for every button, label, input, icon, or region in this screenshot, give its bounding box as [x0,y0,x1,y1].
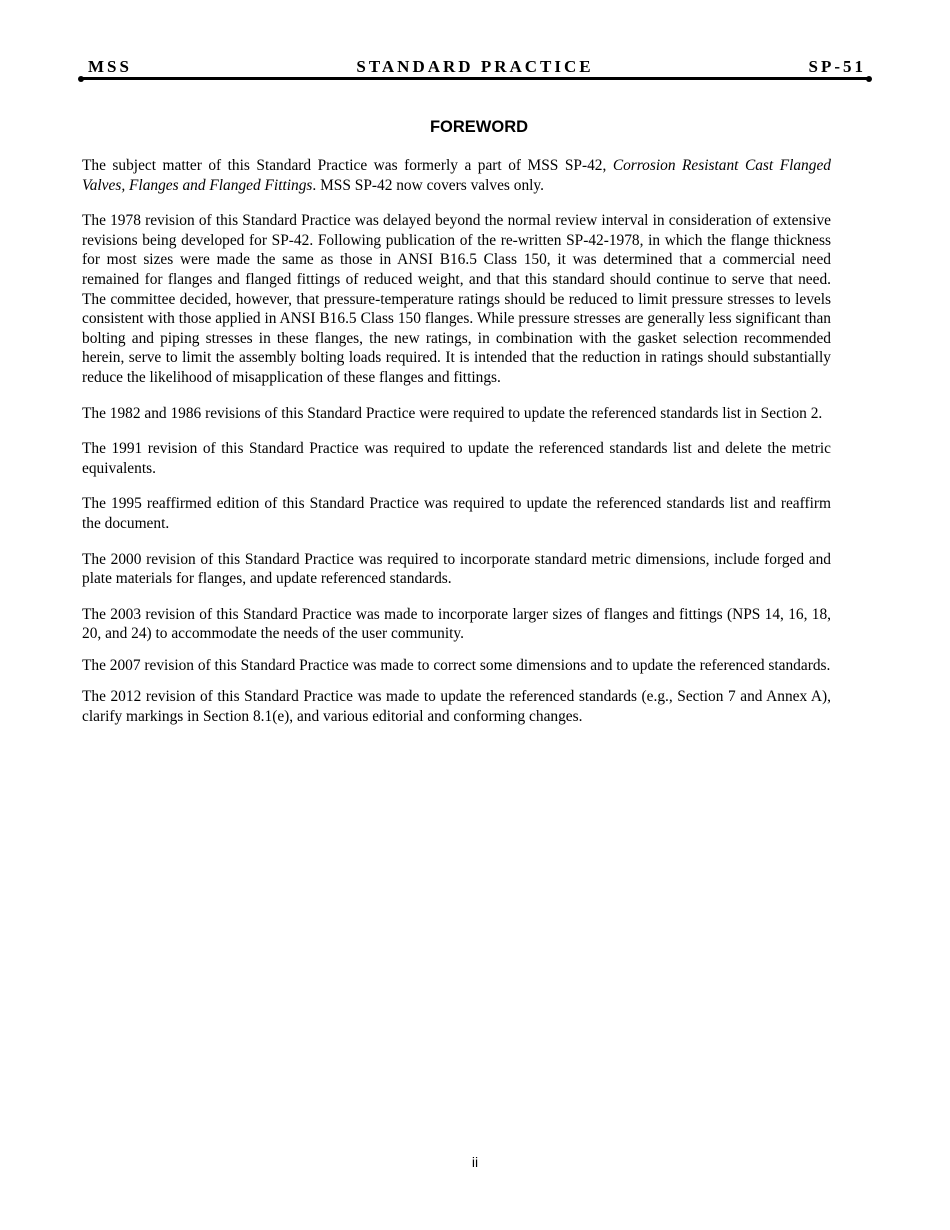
paragraph-8: The 2007 revision of this Standard Practice was made to correct some dimensions and to update the referenced standards. [82,656,831,674]
header-doc-id: SP-51 [808,57,866,76]
paragraph-3: The 1982 and 1986 revisions of this Standard Practice were required to update the referenced standards list in Section 2. [82,404,823,422]
header-rule [80,77,870,80]
paragraph-2: The 1978 revision of this Standard Practice was delayed beyond the normal review interval in consideration of extensive revisions being developed for SP-42. Following publication of the re-written SP-42-1978, in which the flange thickness for most sizes were made the same as those in ANSI B16.5 Class 150, it was determined that a commercial need remained for flanges and flanged fittings of reduced weight, and that this standard should continue to serve that need. The committee decided, however, that pressure-temperature ratings should be reduced to limit pressure stresses to levels consistent with those applied in ANSI B16.5 Class 150 flanges. While pressure stresses are generally less significant than bolting and piping stresses in these flanges, the new ratings, in combination with the gasket selection recommended herein, serve to limit the assembly bolting loads required. It is intended that the reduction in ratings should substantially reduce the likelihood of misapplication of these flanges and fittings. [82,212,831,386]
paragraph-9: The 2012 revision of this Standard Practice was made to update the referenced standards (e.g., Section 7 and Annex A), clarify markings in Section 8.1(e), and various editorial and conforming changes. [82,688,831,726]
header-org: MSS [88,57,132,76]
paragraph-4: The 1991 revision of this Standard Practice was required to update the referenced standards list and delete the metric equivalents. [82,440,831,477]
paragraph-1-text-b: . MSS SP-42 now covers valves only. [312,176,544,194]
paragraph-7: The 2003 revision of this Standard Practice was made to incorporate larger sizes of flanges and fittings (NPS 14, 16, 18, 20, and 24) to accommodate the needs of the user community. [82,605,831,643]
section-title: FOREWORD [429,118,529,136]
paragraph-5: The 1995 reaffirmed edition of this Standard Practice was required to update the referenced standards list and reaffirm the document. [82,495,831,532]
header-title: STANDARD PRACTICE [356,57,594,76]
paragraph-1 [82,156,831,195]
foreword-body [82,156,831,743]
paragraph-1-italic-title: Corrosion Resistant Cast Flanged Valves, Flanges and Flanged Fittings [82,157,831,194]
page-number: ii [471,1154,479,1170]
paragraph-6: The 2000 revision of this Standard Practice was required to incorporate standard metric dimensions, include forged and plate materials for flanges, and update referenced standards. [82,550,831,588]
paragraph-1-text-a: The subject matter of this Standard Practice was formerly a part of MSS SP-42, [82,157,613,174]
